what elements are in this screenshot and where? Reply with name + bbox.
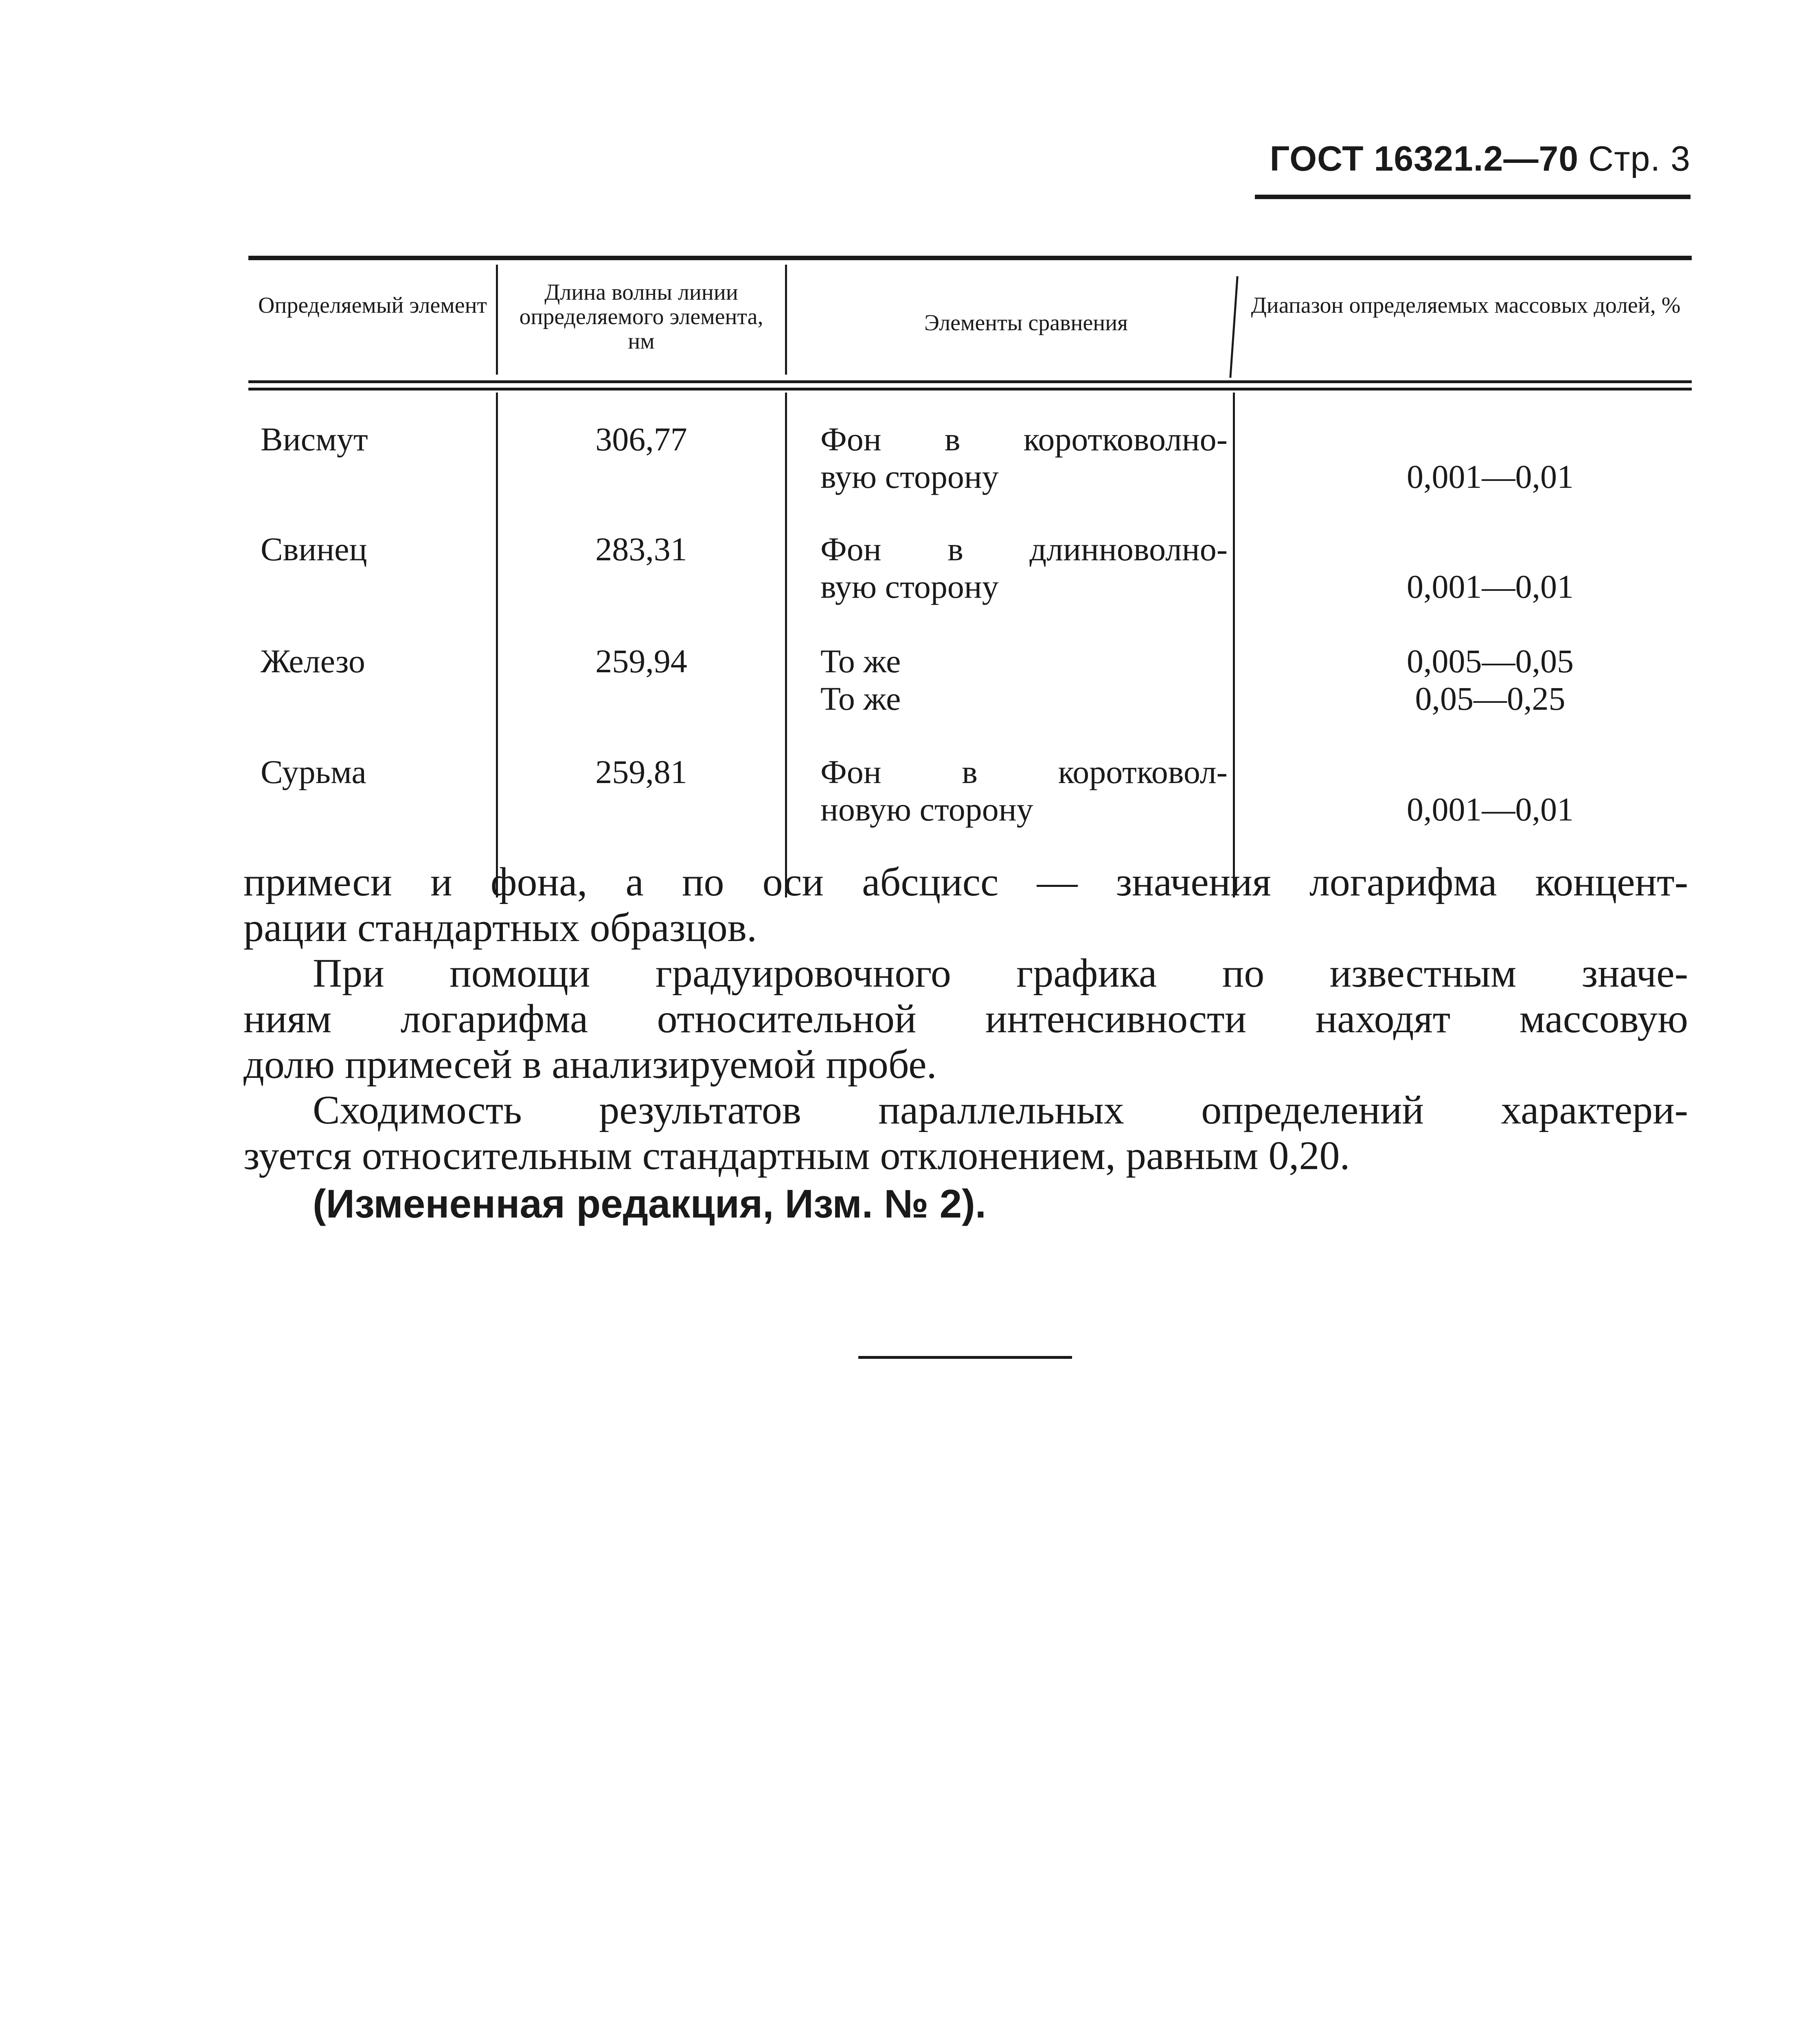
comparison-text bbox=[820, 421, 1228, 496]
body-line: При помощи градуировочного графика по известным значе- bbox=[313, 950, 1688, 996]
comparison-line-1: Фон в длинноволно- bbox=[820, 531, 1228, 568]
body-line: зуется относительным стандартным отклонением, равным 0,20. bbox=[243, 1133, 1350, 1178]
table-top-rule bbox=[248, 256, 1692, 260]
column-header-comparison: Элементы сравнения bbox=[924, 310, 1128, 336]
comparison-line-2: То же bbox=[820, 680, 901, 717]
comparison-text bbox=[820, 531, 1228, 606]
range-value: 0,001—0,01 bbox=[1407, 458, 1574, 495]
page-header bbox=[1270, 138, 1691, 179]
body-line: ниям логарифма относительной интенсивности находят массовую bbox=[243, 996, 1688, 1041]
range-value: 0,001—0,01 bbox=[1407, 791, 1574, 828]
column-divider-1 bbox=[496, 393, 498, 897]
standard-number: ГОСТ 16321.2—70 bbox=[1270, 139, 1579, 178]
column-header-range: Диапазон определяемых массовых долей, % bbox=[1251, 293, 1681, 318]
comparison-line-1: Фон в коротковол- bbox=[820, 753, 1228, 790]
element-name: Железо bbox=[261, 643, 365, 680]
body-line: долю примесей в анализируемой пробе. bbox=[243, 1042, 937, 1087]
table-header-rule bbox=[248, 380, 1692, 383]
column-header-wavelength: Длина волны линии определяемого элемента, нм bbox=[519, 280, 763, 354]
comparison-text bbox=[820, 753, 1228, 828]
section-end-rule bbox=[858, 1356, 1072, 1359]
body-line: рации стандартных образцов. bbox=[243, 905, 757, 950]
column-divider-2 bbox=[785, 393, 787, 897]
range-value: 0,001—0,01 bbox=[1407, 568, 1574, 605]
comparison-line-2: вую сторону bbox=[820, 568, 999, 605]
header-divider-2 bbox=[785, 265, 787, 375]
element-name: Свинец bbox=[261, 531, 367, 568]
wavelength-value: 259,81 bbox=[595, 753, 687, 790]
wavelength-value: 283,31 bbox=[595, 531, 687, 568]
wavelength-value: 306,77 bbox=[595, 421, 687, 458]
comparison-line-1: То же bbox=[820, 643, 901, 680]
column-divider-3 bbox=[1233, 393, 1235, 897]
header-divider-1 bbox=[496, 265, 498, 375]
header-rule bbox=[1255, 195, 1691, 199]
element-name: Сурьма bbox=[261, 753, 366, 790]
range-value: 0,005—0,05 bbox=[1407, 643, 1574, 680]
body-line: примеси и фона, а по оси абсцисс — значения логарифма концент- bbox=[243, 859, 1688, 904]
page-number: Стр. 3 bbox=[1588, 139, 1691, 178]
comparison-line-2: вую сторону bbox=[820, 458, 999, 495]
body-line: Сходимость результатов параллельных определений характери- bbox=[313, 1087, 1688, 1132]
comparison-text bbox=[820, 643, 1228, 717]
amendment-note: (Измененная редакция, Изм. № 2). bbox=[313, 1181, 987, 1226]
column-header-element: Определяемый элемент bbox=[258, 293, 487, 318]
element-name: Висмут bbox=[261, 421, 368, 458]
range-value-2: 0,05—0,25 bbox=[1415, 680, 1566, 717]
comparison-line-1: Фон в коротковолно- bbox=[820, 421, 1228, 458]
wavelength-value: 259,94 bbox=[595, 643, 687, 680]
comparison-line-2: новую сторону bbox=[820, 791, 1033, 828]
table-header-rule-lower bbox=[248, 388, 1692, 391]
